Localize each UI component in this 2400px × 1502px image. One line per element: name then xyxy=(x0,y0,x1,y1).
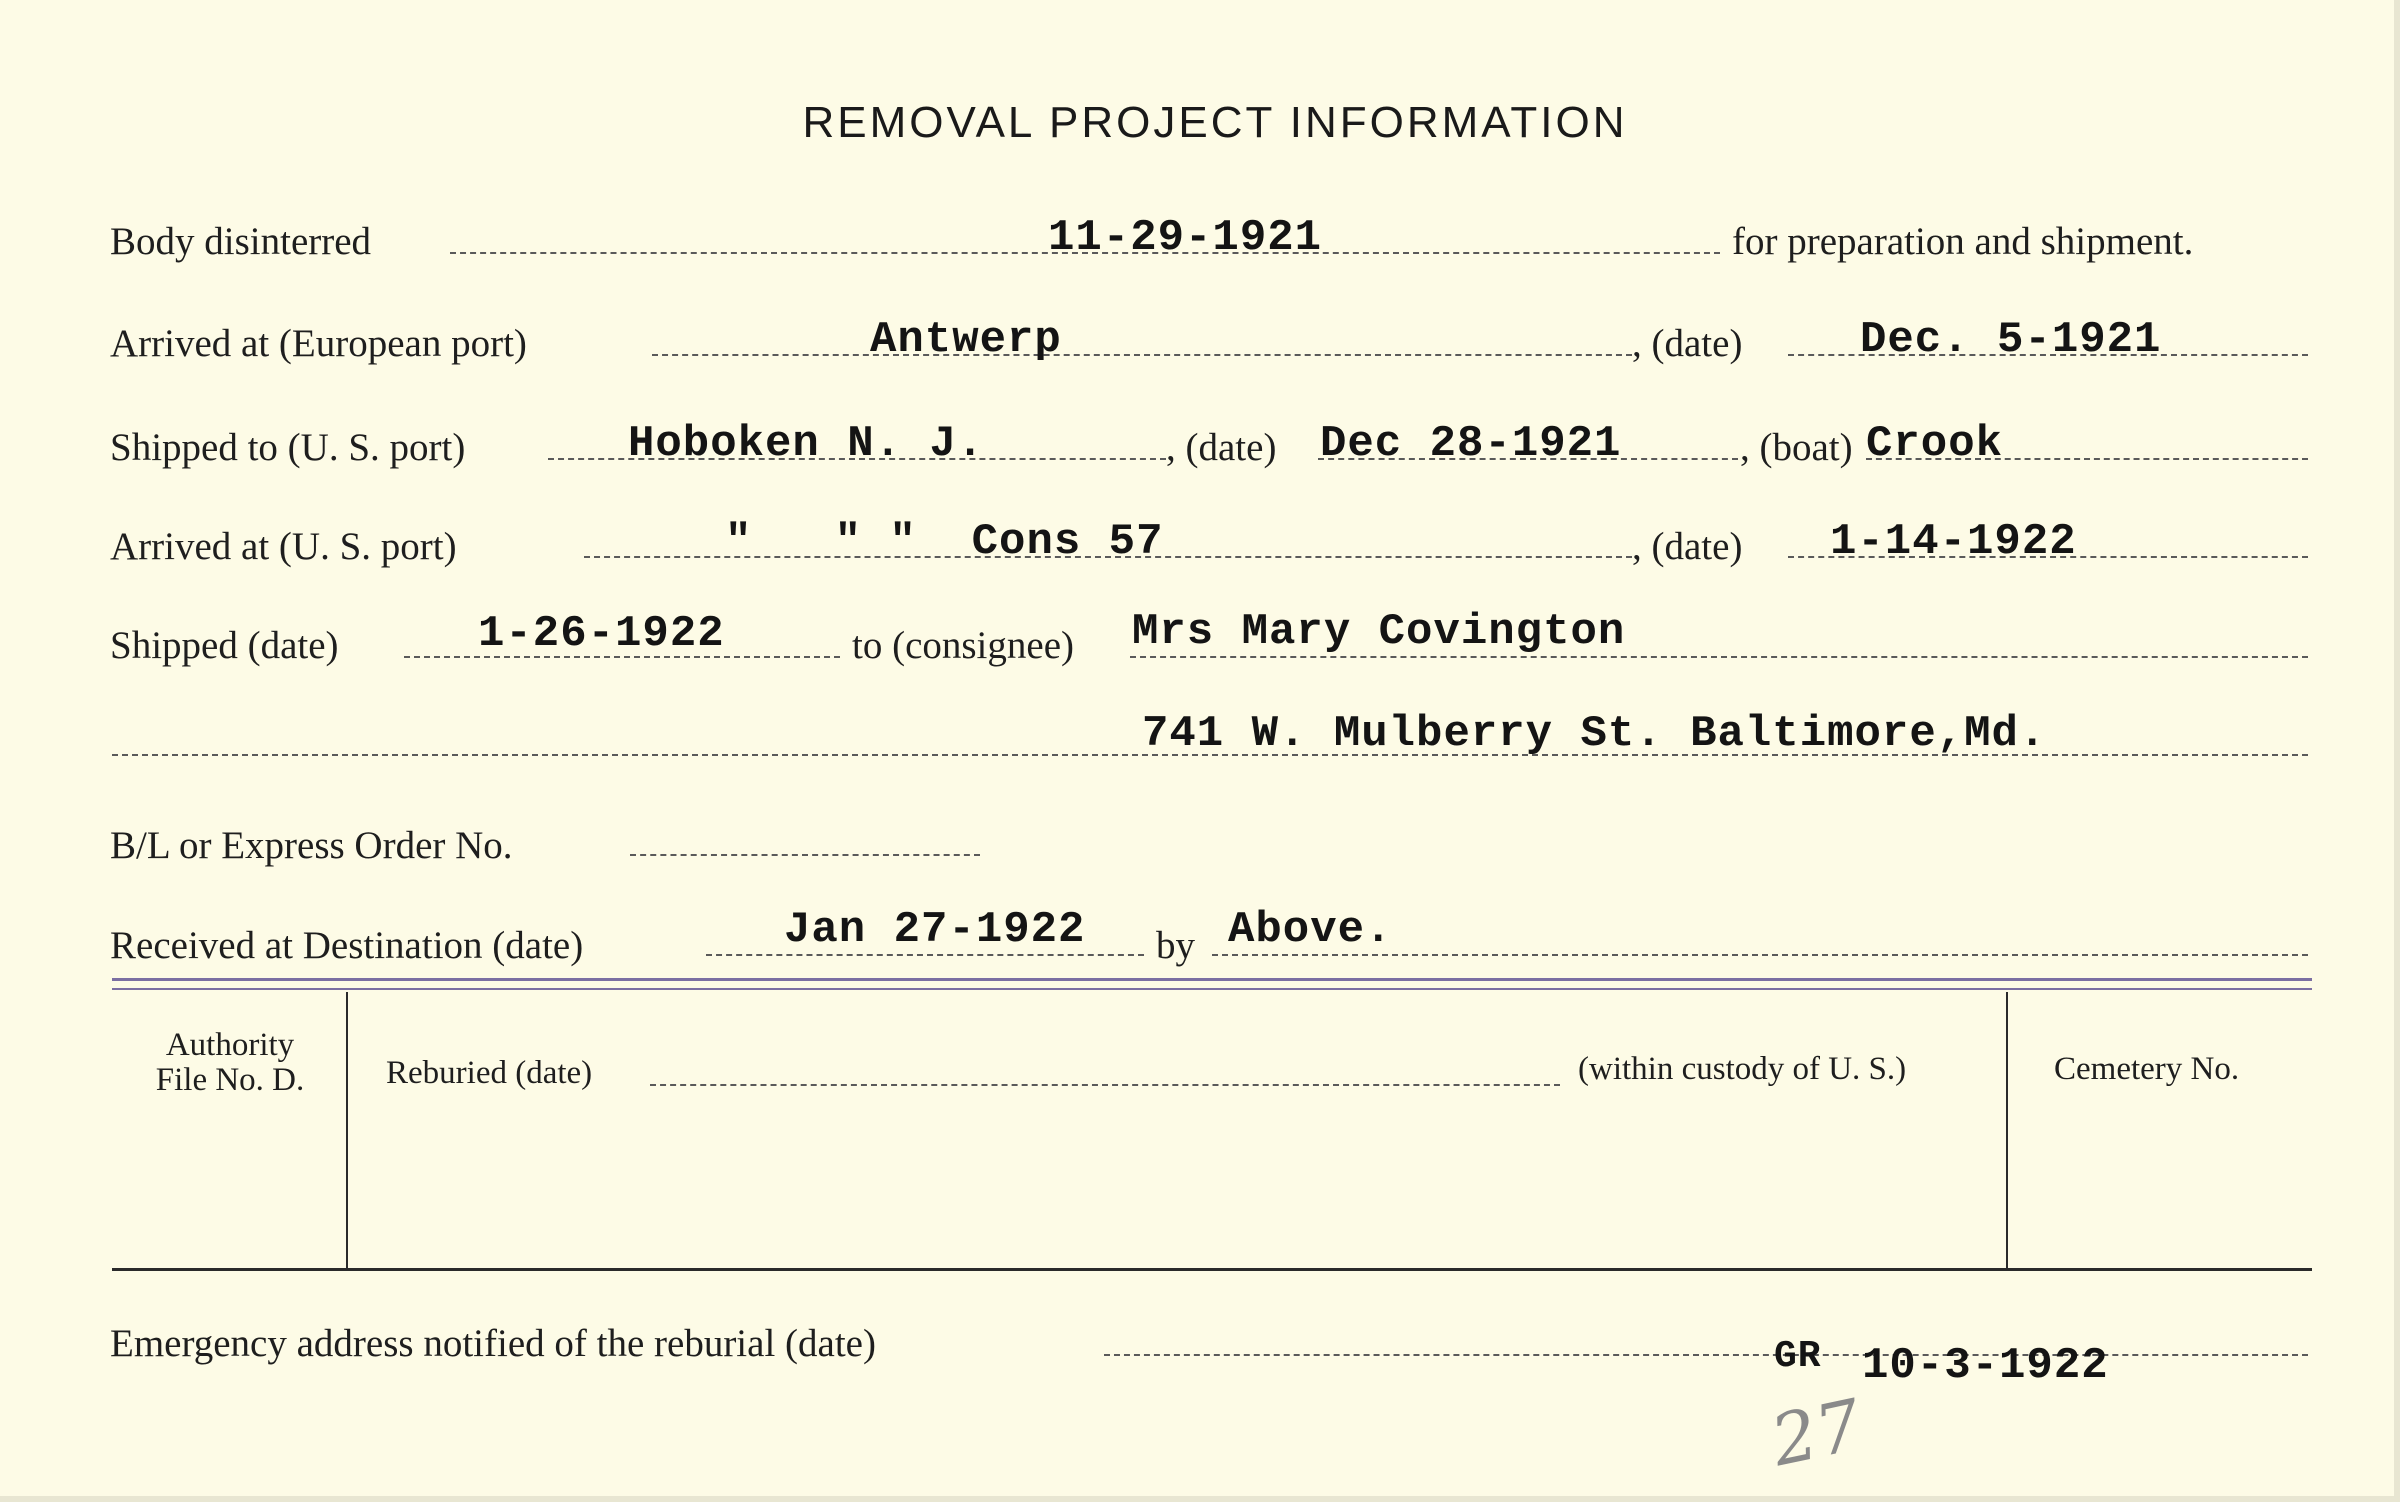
shipped-date-value: 1-26-1922 xyxy=(478,609,725,659)
shipped-us-boat: Crook xyxy=(1866,419,2004,469)
arrived-europe-line xyxy=(652,354,1632,356)
table-left-divider xyxy=(346,992,348,1268)
cemetery-label: Cemetery No. xyxy=(2054,1051,2240,1087)
page-title: REMOVAL PROJECT INFORMATION xyxy=(802,98,1628,147)
arrived-us-date: 1-14-1922 xyxy=(1830,517,2077,567)
reburied-label: Reburied (date) xyxy=(386,1055,593,1091)
shipped-us-label: Shipped to (U. S. port) xyxy=(110,426,466,469)
emergency-date: 10-3-1922 xyxy=(1862,1341,2109,1391)
shipped-date-label: Shipped (date) xyxy=(110,624,339,667)
received-by-label: by xyxy=(1156,924,1195,967)
arrived-us-port: " " " Cons 57 xyxy=(725,517,1164,567)
table-right-divider xyxy=(2006,992,2008,1268)
body-disinterred-label: Body disinterred xyxy=(110,220,372,263)
arrived-europe-label: Arrived at (European port) xyxy=(110,322,527,365)
table-bottom-rule xyxy=(112,1268,2312,1271)
arrived-us-label: Arrived at (U. S. port) xyxy=(110,525,457,568)
received-label: Received at Destination (date) xyxy=(110,924,584,967)
emergency-initials: GR xyxy=(1774,1335,1822,1378)
arrived-europe-date: Dec. 5-1921 xyxy=(1860,315,2162,365)
arrived-europe-port: Antwerp xyxy=(870,315,1062,365)
reburied-line xyxy=(650,1084,1560,1086)
custody-label: (within custody of U. S.) xyxy=(1578,1051,1907,1087)
shipped-us-boat-label: , (boat) xyxy=(1740,426,1853,469)
arrived-europe-date-label: , (date) xyxy=(1632,322,1743,365)
handwritten-mark: 27 xyxy=(1764,1383,1869,1483)
consignee-value: Mrs Mary Covington xyxy=(1132,607,1626,657)
bl-order-label: B/L or Express Order No. xyxy=(110,824,513,867)
emergency-line xyxy=(1104,1354,2308,1356)
table-top-rule-1 xyxy=(112,978,2312,981)
received-date: Jan 27-1922 xyxy=(784,905,1086,955)
body-disinterred-value: 11-29-1921 xyxy=(1048,213,1323,263)
shipped-us-port: Hoboken N. J. xyxy=(628,419,985,469)
consignee-label: to (consignee) xyxy=(852,624,1075,667)
received-by-value: Above. xyxy=(1228,905,1393,955)
shipped-us-date: Dec 28-1921 xyxy=(1320,419,1622,469)
authority-label: Authority File No. D. xyxy=(155,1027,305,1098)
body-disinterred-suffix: for preparation and shipment. xyxy=(1732,220,2194,263)
consignee-address: 741 W. Mulberry St. Baltimore,Md. xyxy=(1142,709,2047,759)
shipped-us-date-label: , (date) xyxy=(1166,426,1277,469)
bl-order-line xyxy=(630,854,980,856)
emergency-label: Emergency address notified of the reburial (date) xyxy=(110,1322,876,1365)
table-top-rule-2 xyxy=(112,988,2312,990)
arrived-us-date-label: , (date) xyxy=(1632,525,1743,568)
